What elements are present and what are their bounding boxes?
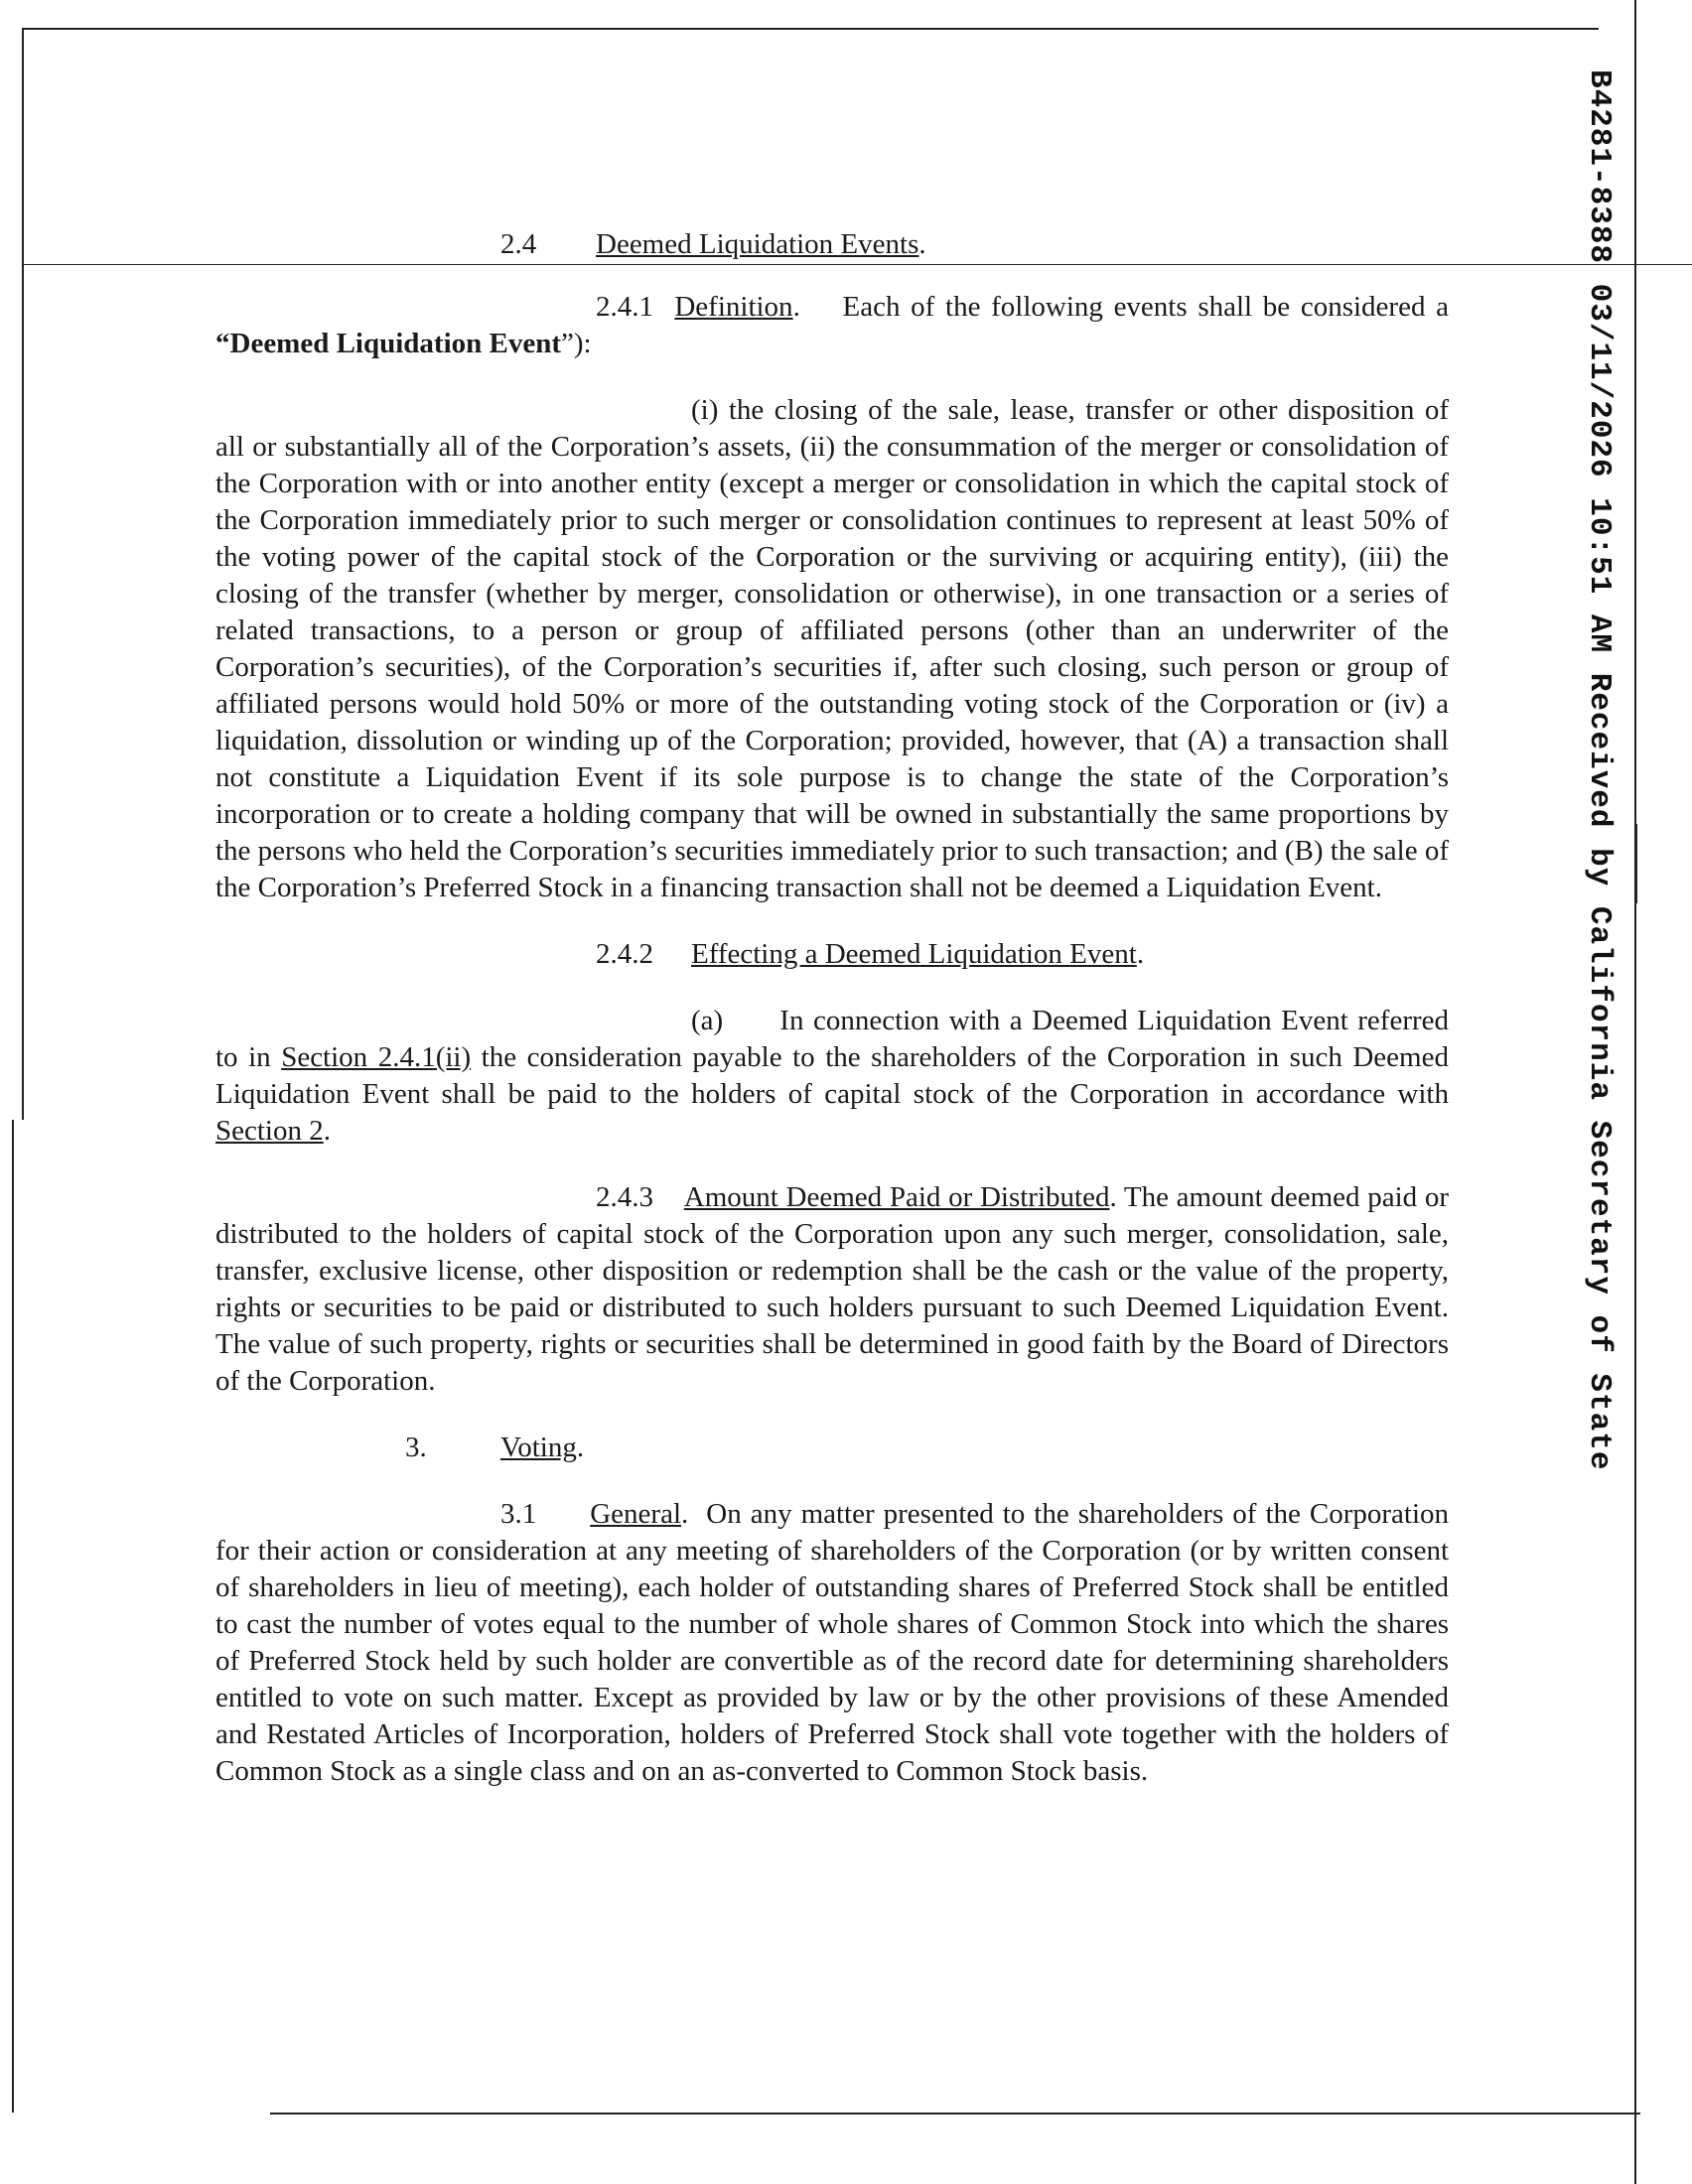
paragraph-2-4-3-body: The amount deemed paid or distributed to the holders of capital stock of the Corporation upon any such merger, consolidation, sale, transfer, exclusive license, other disposition or redemption shall be the cash or the value of the property, rights or securities to be paid or distributed to such holders pursuant to such Deemed Liquidation Event. The value of such property, rights or securities shall be determined in good faith by the Board of Directors of the Corporation. [215,1181,1450,1397]
paragraph-2-4-2-a-text1: In connection with a Deemed Liquidation Event referred to in [215,1005,1450,1073]
heading-3: 3. Voting. [215,1430,1449,1466]
scan-border-left [22,28,24,1120]
heading-2-4-1-title: Definition [674,291,793,323]
heading-2-4-title: Deemed Liquidation Events [596,228,919,260]
paragraph-2-4-2-a [215,1003,1449,1150]
scan-rule-footer [270,2113,1640,2115]
scan-border-top [22,28,1599,30]
paragraph-2-4-1-body: (i) the closing of the sale, lease, transfer or other disposition of all or substantially all of the Corporation’s assets, (ii) the consummation of the merger or consolidation of the Corporation with or into another entity (except a merger or consolidation in which the capital stock of the Corporation immediately prior to such merger or consolidation continues to represent at least 50% of the voting power of the capital stock of the Corporation or the surviving or acquiring entity), (iii) the closing of the transfer (whether by merger, consolidation or otherwise), in one transaction or a series of related transactions, to a person or group of affiliated persons (other than an underwriter of the Corporation’s securities), of the Corporation’s securities if, after such closing, such person or group of affiliated persons would hold 50% or more of the outstanding voting stock of the Corporation or (iv) a liquidation, dissolution or winding up of the Corporation; provided, however, that (A) a transaction shall not constitute a Liquidation Event if its sole purpose is to change the state of the Corporation’s incorporation or to create a holding company that will be owned in substantially the same proportions by the persons who held the Corporation’s securities immediately prior to such transaction; and (B) the sale of the Corporation’s Preferred Stock in a financing transaction shall not be deemed a Liquidation Event. [215,394,1449,903]
scan-border-right [1634,0,1636,2184]
document-body [215,226,1449,1790]
heading-2-4-1-number: 2.4.1 [596,291,653,323]
paragraph-3-1-body: On any matter presented to the shareholders of the Corporation for their action or consideration at any meeting of shareholders of the Corporation (or by written consent of shareholders in lieu of meeting), each holder of outstanding shares of Preferred Stock shall be entitled to cast the number of votes equal to the number of whole shares of Common Stock into which the shares of Preferred Stock held by such holder are convertible as of the record date for determining shareholders entitled to vote on such matter. Except as provided by law or by the other provisions of these Amended and Restated Articles of Incorporation, holders of Preferred Stock shall vote together with the holders of Common Stock as a single class and on an as-converted to Common Stock basis. [215,1498,1450,1787]
paragraph-2-4-1-lead: Each of the following events shall be considered a [842,291,1449,323]
paragraph-2-4-1-lead-end: ”): [561,328,592,359]
heading-2-4-3-number: 2.4.3 [596,1181,653,1213]
paragraph-2-4-2-a-text2: the consideration payable to the shareholders of the Corporation in such Deemed Liquidation Event shall be paid to the holders of capital stock of the Corporation in accordance with [215,1041,1449,1110]
paragraph-2-4-2-a-label: (a) [691,1005,724,1036]
paragraph-2-4-3: 2.4.3 Amount Deemed Paid or Distributed. The amount deemed paid or distributed to the holders of capital stock of the Corporation upon any such merger, consolidation, sale, transfer, exclusive license, other disposition or redemption shall be the cash or the value of the property, rights or securities to be paid or distributed to such holders pursuant to such Deemed Liquidation Event. The value of such property, rights or securities shall be determined in good faith by the Board of Directors of the Corporation. [215,1181,1450,1397]
heading-2-4-2: 2.4.2 Effecting a Deemed Liquidation Event. [215,936,1449,973]
heading-2-4-3-title: Amount Deemed Paid or Distributed [683,1181,1110,1213]
heading-2-4: 2.4 Deemed Liquidation Events. [215,226,1449,263]
heading-3-1-number: 3.1 [500,1498,537,1530]
paragraph-2-4-1-intro: 2.4.1 Definition. Each of the following events shall be considered a “Deemed Liquidation Event”): [215,291,1449,359]
cross-reference-section-2-4-1-ii: Section 2.4.1(ii) [281,1041,472,1073]
heading-2-4-number: 2.4 [500,228,537,260]
paragraph-2-4-2-a-text3: . [323,1115,331,1147]
cross-reference-section-2: Section 2 [215,1115,324,1147]
scan-border-right-inner [1635,824,1637,903]
heading-3-1-title: General [590,1498,682,1530]
paragraph-3-1: 3.1 General. On any matter presented to the shareholders of the Corporation for their action or consideration at any meeting of shareholders of the Corporation (or by written consent of shareholders in lieu of meeting), each holder of outstanding shares of Preferred Stock shall be entitled to cast the number of votes equal to the number of whole shares of Common Stock into which the shares of Preferred Stock held by such holder are convertible as of the record date for determining shareholders entitled to vote on such matter. Except as provided by law or by the other provisions of these Amended and Restated Articles of Incorporation, holders of Preferred Stock shall vote together with the holders of Common Stock as a single class and on an as-converted to Common Stock basis. [215,1498,1450,1787]
heading-3-number: 3. [405,1432,427,1463]
scan-border-left-lower [12,1120,14,2113]
heading-2-4-2-number: 2.4.2 [596,938,653,970]
heading-3-title: Voting [500,1432,577,1463]
defined-term-deemed-liquidation-event: “Deemed Liquidation Event [215,328,562,359]
heading-2-4-2-title: Effecting a Deemed Liquidation Event [691,938,1137,970]
filing-stamp: B4281-8388 03/11/2026 10:51 AM Received by California Secretary of State [1582,69,1617,1471]
